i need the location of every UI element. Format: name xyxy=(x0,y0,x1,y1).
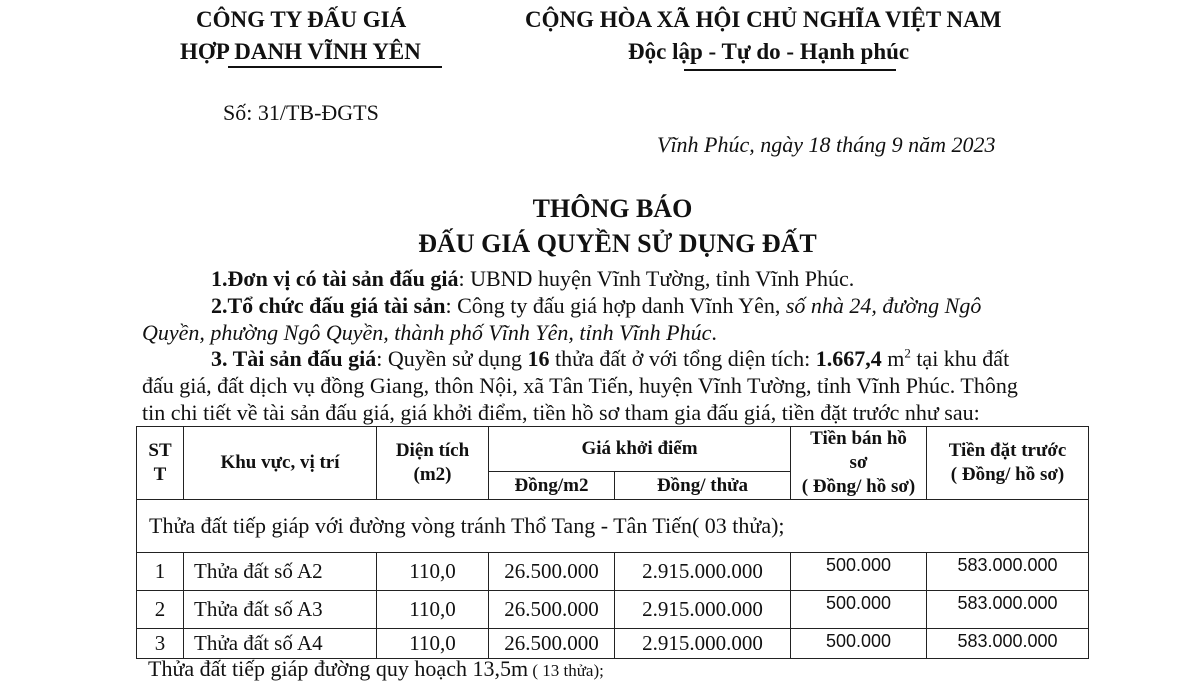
table-header-row xyxy=(137,427,1089,472)
organizer-label: 2.Tổ chức đấu giá tài sản xyxy=(211,293,446,318)
organizer-end: . xyxy=(711,320,717,345)
paragraph-organizer xyxy=(211,293,981,319)
header-per-plot: Đồng/ thửa xyxy=(615,472,791,500)
paragraph-organizer-cont xyxy=(142,320,717,346)
section2-text: Thửa đất tiếp giáp đường quy hoạch 13,5m xyxy=(148,656,529,681)
company-name-line2: HỢP DANH VĨNH YÊN xyxy=(180,39,421,64)
owner-text: : UBND huyện Vĩnh Tường, tỉnh Vĩnh Phúc. xyxy=(458,266,855,291)
section-title: Thửa đất tiếp giáp với đường vòng tránh Thổ Tang - Tân Tiến( 03 thửa); xyxy=(137,500,1089,553)
asset-count: 16 xyxy=(527,346,550,371)
cell-deposit: 583.000.000 xyxy=(927,591,1089,629)
cell-name: Thửa đất số A2 xyxy=(184,553,377,591)
cell-price-plot: 2.915.000.000 xyxy=(615,629,791,659)
cell-area: 110,0 xyxy=(377,591,489,629)
cell-price-plot: 2.915.000.000 xyxy=(615,591,791,629)
asset-text-b: thửa đất ở với tổng diện tích: xyxy=(549,346,816,371)
header-doc-fee xyxy=(791,427,927,500)
organizer-address-part2: Quyền, phường Ngô Quyền, thành phố Vĩnh Yên, tỉnh Vĩnh Phúc xyxy=(142,320,712,345)
cell-fee: 500.000 xyxy=(791,629,927,659)
cell-fee: 500.000 xyxy=(791,591,927,629)
cell-area: 110,0 xyxy=(377,553,489,591)
cell-stt: 1 xyxy=(137,553,184,591)
header-per-m2: Đồng/m2 xyxy=(489,472,615,500)
document-subtitle: ĐẤU GIÁ QUYỀN SỬ DỤNG ĐẤT xyxy=(418,229,817,258)
cell-price-m2: 26.500.000 xyxy=(489,553,615,591)
document-number: Số: 31/TB-ĐGTS xyxy=(223,100,379,125)
place-date: Vĩnh Phúc, ngày 18 tháng 9 năm 2023 xyxy=(657,132,996,157)
header-doc-fee-a: Tiền bán hồ xyxy=(810,428,907,449)
asset-text-c: tại khu đất xyxy=(910,346,1010,371)
auction-table xyxy=(136,426,1089,659)
table-row xyxy=(137,629,1089,659)
section-row xyxy=(137,500,1089,553)
header-deposit-b: ( Đồng/ hồ sơ) xyxy=(950,464,1065,485)
cell-area: 110,0 xyxy=(377,629,489,659)
cell-deposit: 583.000.000 xyxy=(927,553,1089,591)
asset-text-a: : Quyền sử dụng xyxy=(376,346,528,371)
table-row xyxy=(137,553,1089,591)
cell-name: Thửa đất số A4 xyxy=(184,629,377,659)
company-underline xyxy=(228,66,442,68)
cell-name: Thửa đất số A3 xyxy=(184,591,377,629)
paragraph-asset xyxy=(211,346,1009,372)
header-doc-fee-c: ( Đồng/ hồ sơ) xyxy=(801,476,916,497)
header-stt-a: ST xyxy=(148,440,172,461)
organizer-address-part1: số nhà 24, đường Ngô xyxy=(785,293,982,318)
header-area-b: (m2) xyxy=(413,464,452,485)
paragraph-asset-line2: đấu giá, đất dịch vụ đồng Giang, thôn Nội, xã Tân Tiến, huyện Vĩnh Tường, tỉnh Vĩnh Phúc. Thông xyxy=(142,373,1018,398)
cell-deposit: 583.000.000 xyxy=(927,629,1089,659)
paragraph-owner xyxy=(211,266,854,292)
table-row xyxy=(137,591,1089,629)
motto-underline xyxy=(684,69,896,71)
national-title: CỘNG HÒA XÃ HỘI CHỦ NGHĨA VIỆT NAM xyxy=(525,7,1002,32)
asset-unit-sup: 2 xyxy=(904,345,911,361)
cell-stt: 2 xyxy=(137,591,184,629)
header-area-a: Diện tích xyxy=(395,440,470,461)
cell-stt: 3 xyxy=(137,629,184,659)
header-deposit-a: Tiền đặt trước xyxy=(948,440,1067,461)
asset-unit: m xyxy=(881,346,905,371)
asset-area: 1.667,4 xyxy=(815,346,882,371)
company-name-line1: CÔNG TY ĐẤU GIÁ xyxy=(196,7,407,32)
section2-title xyxy=(148,656,604,682)
header-stt xyxy=(137,427,184,500)
header-area xyxy=(377,427,489,500)
organizer-text: : Công ty đấu giá hợp danh Vĩnh Yên, xyxy=(445,293,786,318)
document-title: THÔNG BÁO xyxy=(532,194,693,223)
cell-price-m2: 26.500.000 xyxy=(489,591,615,629)
owner-label: 1.Đơn vị có tài sản đấu giá xyxy=(211,266,459,291)
header-doc-fee-b: sơ xyxy=(849,452,868,473)
section2-count: ( 13 thửa); xyxy=(528,661,604,680)
cell-fee: 500.000 xyxy=(791,553,927,591)
header-location: Khu vực, vị trí xyxy=(184,427,377,500)
paragraph-asset-line3: tin chi tiết về tài sản đấu giá, giá khởi điểm, tiền hồ sơ tham gia đấu giá, tiền đặt trước như sau: xyxy=(142,400,980,425)
cell-price-plot: 2.915.000.000 xyxy=(615,553,791,591)
header-start-price: Giá khởi điểm xyxy=(489,427,791,472)
national-motto: Độc lập - Tự do - Hạnh phúc xyxy=(628,39,910,64)
asset-label: 3. Tài sản đấu giá xyxy=(211,346,377,371)
header-deposit xyxy=(927,427,1089,500)
header-stt-b: T xyxy=(153,464,167,485)
cell-price-m2: 26.500.000 xyxy=(489,629,615,659)
